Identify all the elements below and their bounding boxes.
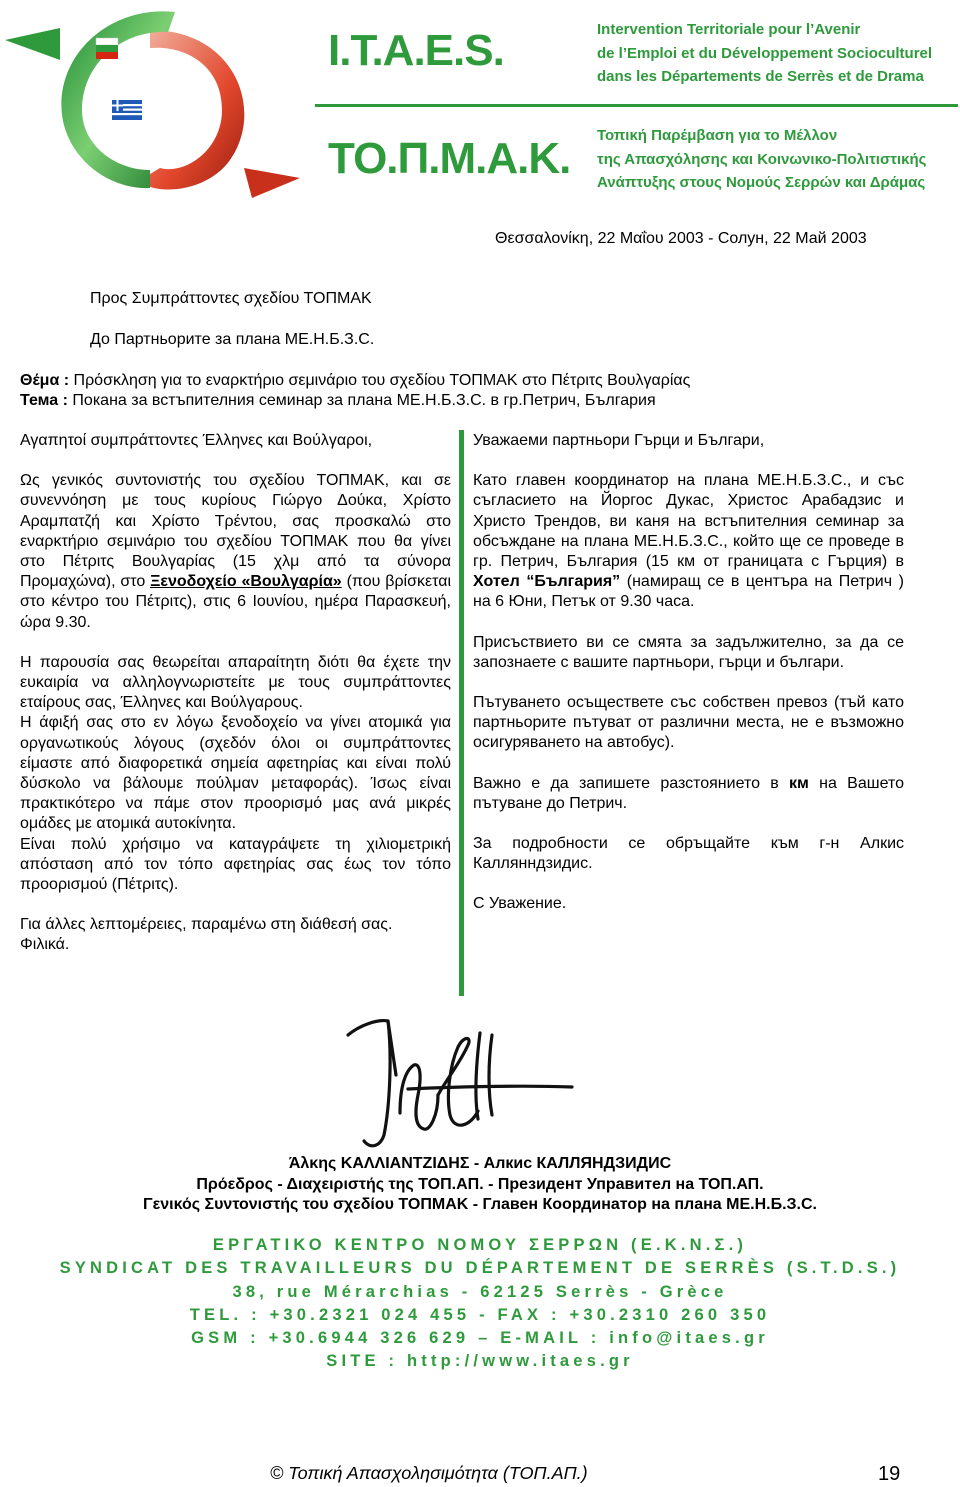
greeting: Αγαπητοί συμπράττοντες Έλληνες και Βούλγαροι, (20, 432, 373, 449)
footer-copyright: © Τοπική Απασχολησιμότητα (ΤΟΠ.ΑΠ.) (270, 1463, 588, 1483)
itaes-logo (0, 0, 300, 200)
letter-body-greek (20, 431, 451, 956)
arrow-left-icon (5, 28, 60, 60)
union-name-french: SYNDICAT DES TRAVAILLEURS DU DÉPARTEMENT DE SERRÈS (S.T.D.S.) (59, 1259, 901, 1278)
subject-bulgarian (20, 391, 656, 411)
paragraph (20, 471, 451, 633)
addressee-greek: Προς Συμπράττοντες σχεδίου ΤΟΠΜΑΚ (90, 290, 372, 307)
paragraph: За подробности се обръщайте към г-н Алкис Каллянндзидис. (473, 835, 904, 873)
subtitle-line: de l’Emploi et du Développement Socioculturel (597, 44, 933, 62)
hotel-name: Ξενοδοχείο «Βουλγαρία» (150, 573, 342, 591)
brand-greek-subtitle (597, 124, 926, 195)
bulgarian-flag-icon (96, 38, 118, 59)
union-gsm-email: GSM : +30.6944 326 629 – E-MAIL : info@itaes.gr (191, 1329, 769, 1348)
signatory-name: Άλκης ΚΑΛΛΙΑΝΤΖΙΔΗΣ - Алкис КАЛЛЯНДЗИДИС (288, 1155, 672, 1172)
subject-label: Θέμα : (20, 372, 70, 389)
union-website: SITE : http://www.itaes.gr (326, 1352, 634, 1371)
subtitle-line: Intervention Territoriale pour l’Avenir (597, 21, 861, 38)
subtitle-line: της Απασχόλησης και Κοινωνικο-Πολιτιστικής (597, 150, 927, 168)
paragraph: Η άφιξή σας στο εν λόγω ξενοδοχείο να γίνει ατομικά για οργανωτικούς λόγους (σχεδόν όλοι οι συμπράττοντες είμαστε από διαφορετικά σημεία αφετηρίας και είναι πολύ δύσκολο να βάλουμε πούλμαν μεταφοράς). Ίσως είναι πρακτικότερο να πάμε στον προορισμό μας ανά μικρές ομάδες με ατομικά αυτοκίνητα. (20, 714, 451, 833)
paragraph: Пътуването осъществете със собствен превоз (тъй като партньорите пътуват от различни места, не е възможно осигуряването на автобус). (473, 694, 904, 752)
paragraph: Присъствието ви се смята за задължително, за да се запознаете с вашите партньори, гърци и българи. (473, 633, 904, 671)
subject-text: Покана за встъпителния семинар за плана МЕ.Н.Б.З.С. в гр.Петрич, България (67, 392, 656, 409)
brand-greek-acronym: ΤΟ.Π.Μ.Α.Κ. (328, 134, 571, 183)
addressee-bulgarian: До Партньорите за плана МЕ.Н.Б.З.С. (90, 331, 375, 348)
subtitle-line: Ανάπτυξης στους Νομούς Σερρών και Δράμας (597, 174, 926, 191)
paragraph (473, 471, 904, 612)
union-address: 38, rue Mérarchias - 62125 Serrès - Grèce (232, 1282, 728, 1301)
paragraph: Είναι πολύ χρήσιμο να καταγράψετε τη χιλιομετρική απόσταση από τον τόπο αφετηρίας σας έως τον τόπο προορισμού (Πέτριτς). (20, 835, 451, 894)
handwritten-signature (330, 1015, 590, 1155)
letter-body-bulgarian (473, 431, 904, 915)
closing: С Уважение. (473, 895, 567, 913)
paragraph: Για άλλες λεπτομέρειες, παραμένω στη διάθεσή σας. (20, 916, 393, 934)
page-number: 19 (878, 1463, 901, 1485)
union-phone-fax: TEL. : +30.2321 024 455 - FAX : +30.2310 260 350 (189, 1305, 771, 1324)
union-contact-block (0, 1234, 960, 1374)
greeting: Уважаеми партньори Гърци и Българи, (473, 432, 765, 449)
arrow-right-icon (244, 168, 300, 198)
closing: Φιλικά. (20, 936, 70, 954)
subject-label: Тема : (20, 392, 68, 409)
signatory-role: Γενικός Συντονιστής του σχεδίου ΤΟΠΜΑΚ - Главен Координатор на плана МЕ.Н.Б.З.С. (143, 1196, 817, 1213)
subject-text: Πρόσκληση για το εναρκτήριο σεμινάριο του σχεδίου ΤΟΠΜΑΚ στο Πέτριτς Βουλγαρίας (69, 372, 691, 389)
brand-french-acronym: I.T.A.E.S. (328, 26, 504, 75)
date-line: Θεσσαλονίκη, 22 Μαΐου 2003 - Солун, 22 Май 2003 (495, 230, 867, 247)
signatory-role: Πρόεδρος - Διαχειριστής της ΤΟΠ.ΑΠ. - Президент Управител на ТОП.АП. (196, 1175, 764, 1193)
text-run: (намиращ се в центъра на Петрич ) на 6 Юни, Петък от 9.30 часа. (473, 573, 905, 611)
km-emphasis: км (789, 774, 809, 792)
text-run: на Вашето пътуване до Петрич. (473, 774, 904, 812)
text-run: Важно е да запишете разстоянието в (473, 774, 790, 792)
text-run: (που βρίσκεται στο κέντρο του Πέτριτς), στις 6 Ιουνίου, ημέρα Παρασκευή, ώρα 9.30. (20, 573, 452, 631)
subtitle-line: Τοπική Παρέμβαση για το Μέλλον (597, 127, 838, 144)
subtitle-line: dans les Départements de Serrès et de Drama (597, 68, 924, 85)
paragraph: Η παρουσία σας θεωρείται απαραίτητη διότι θα έχετε την ευκαιρία να αλληλογνωριστείτε με τους συμπράττοντες εταίρους σας, Έλληνες και Βούλγαρους. (20, 653, 451, 712)
greek-flag-icon (112, 100, 142, 120)
union-name-greek: ΕΡΓΑΤΙΚΟ ΚΕΝΤΡΟ ΝΟΜΟΥ ΣΕΡΡΩΝ (Ε.Κ.Ν.Σ.) (212, 1236, 748, 1254)
text-run: Като главен координатор на плана МЕ.Н.Б.З.С., и със съгласието на Йоргос Дукас, Христос Арабадзис и Христо Трендов, ви каня на встъпителния семинар за обсъждане на плана МЕ.Н.Б.З.С., който ще се проведе в гр. Петрич, България (15 км от границата с Гърция) в (473, 472, 904, 571)
hotel-name: Хотел “България” (473, 573, 621, 591)
signatory-block (0, 1154, 960, 1216)
header-divider (315, 104, 958, 107)
red-ring-band (140, 30, 244, 190)
brand-french-subtitle (597, 18, 932, 89)
paragraph (473, 774, 904, 814)
column-divider (459, 430, 464, 996)
text-run: Ως γενικός συντονιστής του σχεδίου ΤΟΠΜΑΚ, και σε συνεννόηση με τους κυρίους Γιώργο Δούκα, Χρίστο Αραμπατζή και Χρίστο Τρέντου, σας προσκαλώ στο εναρκτήριο σεμινάριο του σχεδίου ΤΟΠΜΑΚ που θα γίνει στο Πέτριτς Βουλγαρίας (15 χλμ από τα σύνορα Προμαχώνα), στο (20, 472, 451, 591)
subject-greek (20, 371, 690, 391)
